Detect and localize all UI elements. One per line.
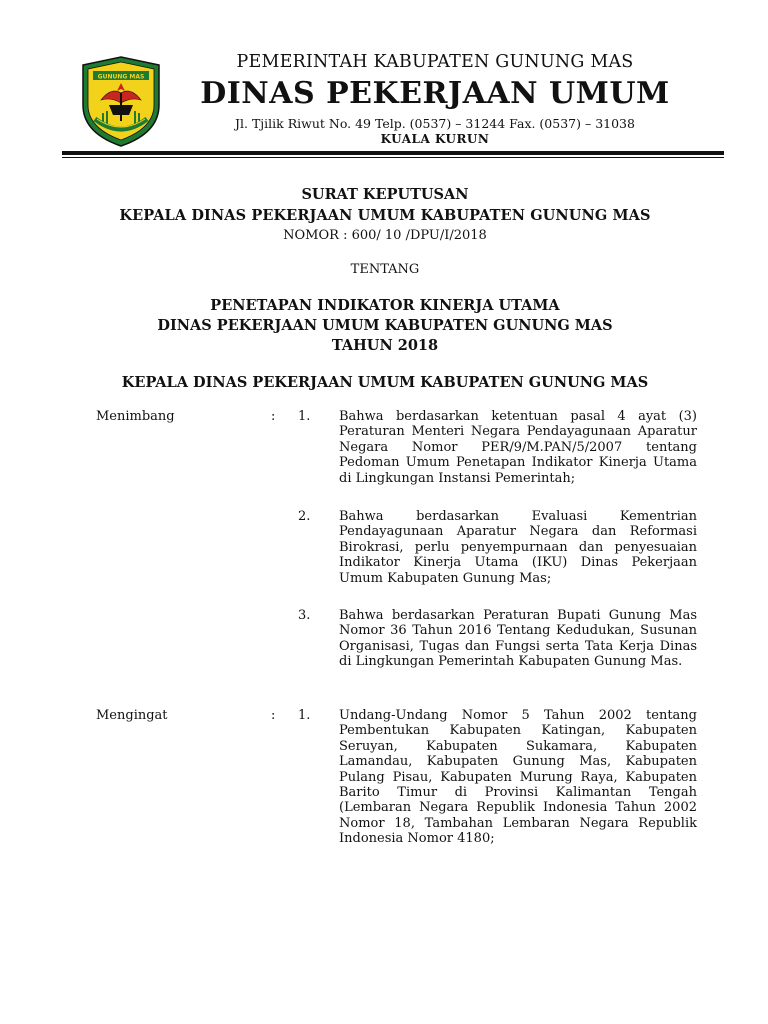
agency-city: KUALA KURUN <box>380 132 490 146</box>
letterhead-rule-thin <box>62 157 724 158</box>
mengingat-colon: : <box>271 708 276 723</box>
document-type: SURAT KEPUTUSAN <box>301 186 469 203</box>
menimbang-label: Menimbang <box>96 409 175 424</box>
letterhead <box>0 0 768 160</box>
subject-line-3: TAHUN 2018 <box>331 337 439 354</box>
menimbang-item-2-text: Bahwa berdasarkan Evaluasi Kementrian Pendayagunaan Aparatur Negara dan Reformasi Birokrasi, perlu penyempurnaan dan penyesuaian Indikator Kinerja Utama (IKU) Dinas Pekerjaan Umum Kabupaten Gunung Mas; <box>339 509 697 586</box>
menimbang-item-3-number: 3. <box>298 608 311 623</box>
menimbang-item-1-number: 1. <box>298 409 311 424</box>
document-issuer: KEPALA DINAS PEKERJAAN UMUM KABUPATEN GUNUNG MAS <box>119 207 651 224</box>
government-name: PEMERINTAH KABUPATEN GUNUNG MAS <box>236 52 634 72</box>
subject-line-2: DINAS PEKERJAAN UMUM KABUPATEN GUNUNG MAS <box>157 317 613 334</box>
menimbang-item-1-text: Bahwa berdasarkan ketentuan pasal 4 ayat (3) Peraturan Menteri Negara Pendayagunaan Aparatur Negara Nomor PER/9/M.PAN/5/2007 tentang Pedoman Umum Penetapan Indikator Kinerja Utama di Lingkungan Instansi Pemerintah; <box>339 409 697 486</box>
subject-line-1: PENETAPAN INDIKATOR KINERJA UTAMA <box>210 297 560 314</box>
gunung-mas-emblem-icon <box>79 55 163 148</box>
about-label: TENTANG <box>350 262 420 277</box>
mengingat-label: Mengingat <box>96 708 168 723</box>
logo-label: GUNUNG MAS <box>97 73 145 81</box>
menimbang-item-2-number: 2. <box>298 509 311 524</box>
letterhead-rule-thick <box>62 151 724 155</box>
menimbang-colon: : <box>271 409 276 424</box>
agency-address: Jl. Tjilik Riwut No. 49 Telp. (0537) – 31244 Fax. (0537) – 31038 <box>235 116 635 131</box>
issuer-heading: KEPALA DINAS PEKERJAAN UMUM KABUPATEN GUNUNG MAS <box>121 374 649 391</box>
agency-name: DINAS PEKERJAAN UMUM <box>200 76 670 111</box>
mengingat-item-1-number: 1. <box>298 708 311 723</box>
mengingat-item-1-text: Undang-Undang Nomor 5 Tahun 2002 tentang Pembentukan Kabupaten Katingan, Kabupaten Seruyan, Kabupaten Sukamara, Kabupaten Lamandau, Kabupaten Gunung Mas, Kabupaten Pulang Pisau, Kabupaten Murung Raya, Kabupaten Barito Timur di Provinsi Kalimantan Tengah (Lembaran Negara Republik Indonesia Tahun 2002 Nomor 18, Tambahan Lembaran Negara Republik Indonesia Nomor 4180; <box>339 708 697 847</box>
menimbang-item-3-text: Bahwa berdasarkan Peraturan Bupati Gunung Mas Nomor 36 Tahun 2016 Tentang Kedudukan, Susunan Organisasi, Tugas dan Fungsi serta Tata Kerja Dinas di Lingkungan Pemerintah Kabupaten Gunung Mas. <box>339 608 697 670</box>
document-number: NOMOR : 600/ 10 /DPU/I/2018 <box>283 228 487 243</box>
